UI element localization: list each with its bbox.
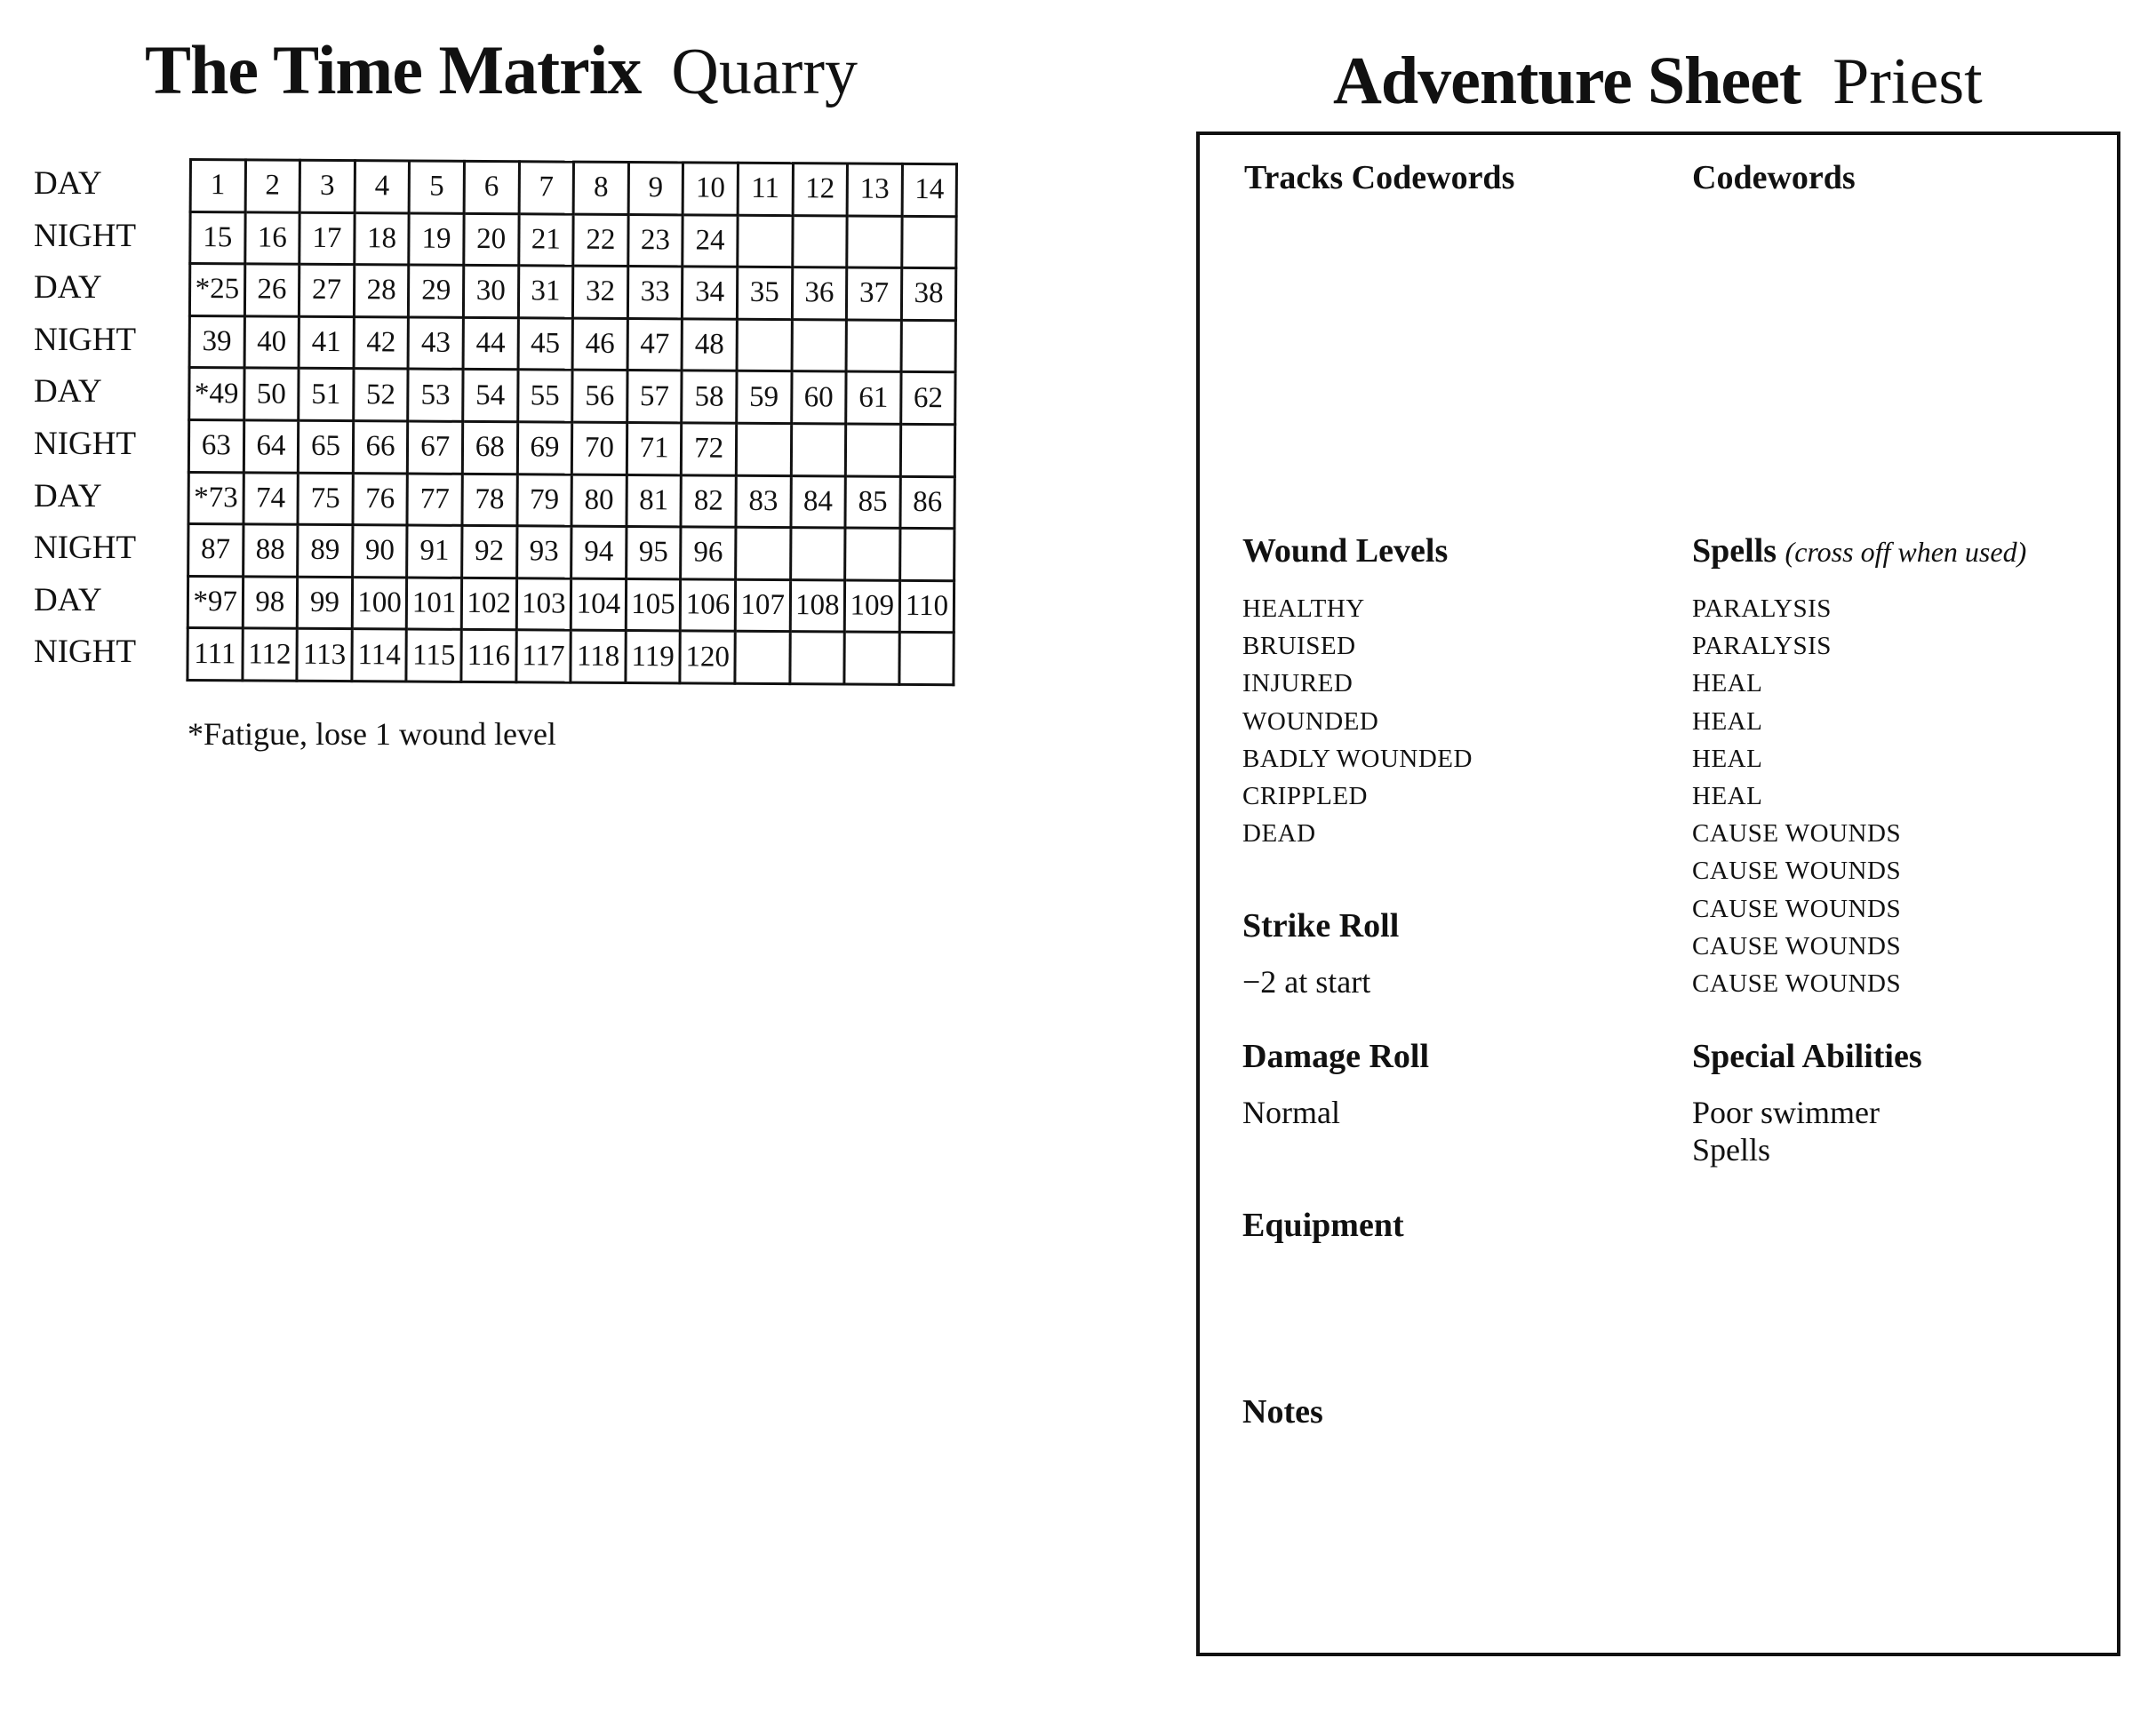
matrix-cell[interactable]: 3	[299, 160, 355, 212]
row-label: DAY	[34, 269, 102, 307]
tracks-codewords-heading: Tracks Codewords	[1244, 159, 1515, 196]
strike-roll-heading: Strike Roll	[1242, 907, 1400, 945]
matrix-cell[interactable]: 102	[461, 578, 516, 630]
matrix-cell[interactable]	[791, 424, 846, 476]
spells-heading: Spells (cross off when used)	[1692, 532, 2027, 570]
matrix-row	[188, 472, 955, 529]
matrix-cell[interactable]: 19	[409, 213, 464, 266]
matrix-cell[interactable]: 80	[571, 474, 627, 527]
matrix-cell[interactable]: *73	[188, 472, 244, 524]
matrix-cell[interactable]: 88	[243, 524, 298, 577]
spell-item: PARALYSIS	[1692, 594, 1832, 623]
matrix-row	[189, 315, 956, 372]
matrix-cell[interactable]: *49	[189, 368, 244, 420]
matrix-cell[interactable]: 82	[681, 474, 736, 527]
row-label: NIGHT	[34, 217, 137, 254]
matrix-cell[interactable]	[845, 424, 900, 476]
matrix-cell[interactable]: 67	[408, 421, 463, 474]
matrix-cell[interactable]	[847, 216, 902, 268]
matrix-cell[interactable]: 68	[462, 421, 517, 474]
matrix-cell[interactable]: 30	[463, 266, 518, 318]
matrix-cell[interactable]: 96	[681, 527, 736, 579]
matrix-cell[interactable]: 40	[244, 316, 299, 369]
matrix-cell[interactable]: 91	[407, 525, 462, 578]
matrix-cell[interactable]: 107	[735, 579, 790, 632]
spell-item: CAUSE WOUNDS	[1692, 819, 1902, 849]
matrix-cell[interactable]: 62	[900, 372, 955, 425]
codewords-heading: Codewords	[1692, 159, 1856, 196]
matrix-cell[interactable]: 28	[354, 265, 409, 317]
matrix-cell[interactable]	[789, 632, 844, 684]
matrix-cell[interactable]	[845, 528, 900, 580]
matrix-cell[interactable]: 34	[683, 267, 738, 319]
matrix-cell[interactable]: 116	[461, 630, 516, 682]
spell-item: HEAL	[1692, 744, 1763, 773]
special-ability-item: Poor swimmer	[1692, 1095, 1880, 1130]
matrix-cell[interactable]: 100	[352, 577, 407, 629]
matrix-cell[interactable]	[844, 632, 899, 684]
matrix-cell[interactable]: 113	[297, 629, 352, 682]
matrix-cell[interactable]	[901, 320, 956, 372]
matrix-cell[interactable]: 27	[299, 264, 355, 316]
matrix-cell[interactable]: 2	[245, 160, 300, 212]
row-label: NIGHT	[34, 425, 137, 462]
matrix-row	[188, 419, 955, 476]
matrix-cell[interactable]: 65	[299, 420, 354, 473]
matrix-cell[interactable]: 35	[737, 267, 792, 319]
spells-list	[1692, 590, 1901, 1002]
matrix-cell[interactable]: 47	[627, 318, 683, 371]
matrix-cell[interactable]: 90	[352, 525, 407, 578]
matrix-cell[interactable]: 29	[409, 265, 464, 317]
matrix-cell[interactable]: 93	[516, 526, 571, 578]
matrix-cell[interactable]: 21	[518, 213, 573, 266]
matrix-cell[interactable]: 87	[188, 524, 244, 577]
matrix-cell[interactable]	[900, 424, 955, 476]
matrix-cell[interactable]: 105	[626, 578, 681, 631]
notes-heading: Notes	[1242, 1393, 1323, 1431]
matrix-cell[interactable]: 120	[680, 631, 735, 683]
matrix-cell[interactable]: 44	[463, 317, 518, 370]
matrix-cell[interactable]: 59	[737, 371, 792, 424]
spell-item: CAUSE WOUNDS	[1692, 857, 1902, 886]
matrix-cell[interactable]: 60	[791, 371, 846, 424]
matrix-cell[interactable]: 55	[517, 370, 572, 422]
spell-item: HEAL	[1692, 706, 1763, 736]
spell-item: CAUSE WOUNDS	[1692, 931, 1902, 961]
matrix-cell[interactable]: 23	[628, 214, 683, 267]
matrix-cell[interactable]: 81	[627, 474, 682, 527]
matrix-row	[189, 368, 956, 425]
matrix-cell[interactable]: 92	[462, 526, 517, 578]
matrix-cell[interactable]: 85	[845, 476, 900, 529]
matrix-cell[interactable]: 94	[571, 526, 627, 578]
matrix-cell[interactable]: 37	[847, 267, 902, 320]
time-matrix-subtitle: Quarry	[671, 36, 858, 108]
wound-levels-heading: Wound Levels	[1242, 532, 1449, 570]
matrix-cell[interactable]: 101	[407, 578, 462, 630]
matrix-cell[interactable]: 70	[571, 422, 627, 474]
matrix-cell[interactable]: 69	[517, 422, 572, 474]
matrix-cell[interactable]: 22	[573, 214, 628, 267]
special-ability-item: Spells	[1692, 1132, 1771, 1168]
matrix-cell[interactable]: 84	[791, 475, 846, 528]
matrix-cell[interactable]: 64	[244, 420, 299, 473]
matrix-cell[interactable]: 53	[408, 369, 463, 421]
matrix-cell[interactable]: 51	[299, 369, 354, 421]
matrix-cell[interactable]	[899, 633, 954, 685]
matrix-cell[interactable]: 11	[738, 163, 793, 215]
matrix-cell[interactable]: 32	[573, 266, 628, 318]
spell-item: HEAL	[1692, 782, 1763, 811]
matrix-cell[interactable]: 109	[844, 580, 899, 633]
matrix-row	[189, 264, 956, 321]
spell-item: PARALYSIS	[1692, 632, 1832, 661]
matrix-cell[interactable]: 108	[790, 579, 845, 632]
special-abilities-heading: Special Abilities	[1692, 1038, 1922, 1075]
matrix-cell[interactable]: 12	[793, 163, 848, 216]
matrix-cell[interactable]: 118	[571, 630, 626, 682]
matrix-cell[interactable]	[790, 528, 845, 580]
matrix-cell[interactable]: 72	[682, 423, 737, 475]
matrix-cell[interactable]: *25	[189, 264, 244, 316]
time-matrix-title: The Time Matrix Quarry	[145, 31, 858, 108]
fatigue-footnote: *Fatigue, lose 1 wound level	[188, 716, 556, 752]
matrix-cell[interactable]: 36	[792, 267, 847, 320]
matrix-cell[interactable]: 74	[244, 472, 299, 524]
matrix-cell[interactable]: 38	[901, 268, 956, 321]
matrix-cell[interactable]: 42	[354, 316, 409, 369]
damage-roll-heading: Damage Roll	[1242, 1038, 1430, 1075]
matrix-cell[interactable]: 16	[244, 211, 299, 264]
matrix-cell[interactable]: 52	[353, 369, 408, 421]
matrix-cell[interactable]: 10	[683, 163, 738, 215]
matrix-cell[interactable]: 77	[407, 474, 462, 526]
matrix-cell[interactable]: 7	[519, 162, 574, 214]
matrix-row	[188, 576, 954, 633]
matrix-cell[interactable]: 5	[410, 161, 465, 213]
matrix-cell[interactable]: 115	[406, 629, 461, 682]
matrix-cell[interactable]: 111	[188, 628, 243, 681]
wound-level-item: WOUNDED	[1242, 706, 1379, 736]
matrix-cell[interactable]: 56	[572, 371, 627, 423]
matrix-cell[interactable]: 31	[518, 266, 573, 318]
damage-roll-value: Normal	[1242, 1095, 1340, 1130]
time-matrix-grid	[186, 158, 958, 686]
matrix-cell[interactable]: 106	[681, 579, 736, 632]
time-matrix-row-labels	[34, 158, 194, 679]
matrix-cell[interactable]: 4	[355, 161, 410, 213]
matrix-cell[interactable]	[735, 632, 790, 684]
matrix-cell[interactable]: 26	[244, 264, 299, 316]
matrix-cell[interactable]: 14	[902, 163, 957, 216]
matrix-cell[interactable]	[737, 319, 792, 371]
matrix-cell[interactable]: 57	[627, 371, 682, 423]
matrix-cell[interactable]: 98	[243, 577, 298, 629]
matrix-cell[interactable]	[792, 319, 847, 371]
matrix-cell[interactable]: 119	[626, 631, 681, 683]
matrix-cell[interactable]: 58	[682, 371, 737, 423]
spell-item: HEAL	[1692, 669, 1763, 698]
wound-level-item: HEALTHY	[1242, 594, 1365, 623]
matrix-cell[interactable]: 6	[464, 161, 519, 213]
row-label: NIGHT	[34, 634, 137, 671]
matrix-cell[interactable]: 13	[847, 163, 902, 216]
matrix-row	[190, 160, 957, 217]
matrix-cell[interactable]: 50	[244, 368, 299, 420]
matrix-cell[interactable]: 114	[352, 629, 407, 682]
matrix-cell[interactable]: 63	[188, 419, 244, 472]
matrix-cell[interactable]: 48	[682, 319, 737, 371]
matrix-cell[interactable]	[899, 529, 954, 581]
adventure-sheet-title: Adventure Sheet Priest	[1333, 44, 1983, 118]
equipment-heading: Equipment	[1242, 1207, 1404, 1244]
matrix-cell[interactable]: 75	[298, 473, 353, 525]
matrix-cell[interactable]: 89	[298, 524, 353, 577]
row-label: NIGHT	[34, 530, 137, 567]
matrix-cell[interactable]: 66	[353, 421, 408, 474]
row-label: DAY	[34, 581, 102, 618]
matrix-cell[interactable]: 17	[299, 212, 355, 265]
matrix-cell[interactable]: 33	[627, 267, 683, 319]
matrix-cell[interactable]: 99	[297, 577, 352, 629]
matrix-cell[interactable]: 9	[628, 163, 683, 215]
wound-levels-list	[1242, 590, 1473, 852]
matrix-cell[interactable]	[736, 423, 791, 475]
matrix-cell[interactable]: 61	[846, 371, 901, 424]
matrix-row	[188, 628, 954, 685]
matrix-cell[interactable]: *97	[188, 576, 243, 628]
row-label: DAY	[34, 165, 102, 202]
matrix-cell[interactable]: 83	[736, 475, 791, 528]
wound-level-item: CRIPPLED	[1242, 782, 1368, 811]
wound-level-item: INJURED	[1242, 669, 1353, 698]
matrix-cell[interactable]: 71	[627, 422, 682, 474]
matrix-row	[188, 524, 955, 581]
matrix-cell[interactable]: 95	[626, 527, 681, 579]
matrix-cell[interactable]: 15	[190, 211, 245, 264]
adventure-sheet-subtitle: Priest	[1833, 45, 1983, 118]
matrix-cell[interactable]: 86	[900, 476, 955, 529]
matrix-cell[interactable]: 18	[355, 212, 410, 265]
matrix-cell[interactable]: 104	[571, 578, 626, 631]
matrix-cell[interactable]	[736, 527, 791, 579]
wound-level-item: BRUISED	[1242, 632, 1356, 661]
adventure-sheet-box	[1196, 132, 2120, 1656]
row-label: DAY	[34, 373, 102, 411]
matrix-cell[interactable]: 78	[462, 474, 517, 526]
matrix-cell[interactable]	[846, 320, 901, 372]
matrix-cell[interactable]	[792, 215, 847, 267]
row-label: DAY	[34, 477, 102, 514]
matrix-cell[interactable]: 8	[573, 162, 628, 214]
matrix-cell[interactable]: 46	[572, 318, 627, 371]
wound-level-item: DEAD	[1242, 819, 1316, 849]
matrix-cell[interactable]	[738, 215, 793, 267]
matrix-cell[interactable]: 79	[517, 474, 572, 526]
wound-level-item: BADLY WOUNDED	[1242, 744, 1473, 773]
row-label: NIGHT	[34, 321, 137, 358]
matrix-cell[interactable]: 110	[899, 580, 954, 633]
matrix-cell[interactable]: 39	[189, 315, 244, 368]
special-abilities-list	[1692, 1094, 1880, 1168]
matrix-row	[190, 211, 957, 268]
matrix-cell[interactable]: 103	[516, 578, 571, 631]
matrix-cell[interactable]: 76	[353, 473, 408, 525]
spell-item: CAUSE WOUNDS	[1692, 894, 1902, 923]
matrix-cell[interactable]: 20	[464, 213, 519, 266]
matrix-cell[interactable]: 1	[190, 160, 245, 212]
matrix-cell[interactable]: 54	[463, 370, 518, 422]
matrix-cell[interactable]: 43	[408, 317, 463, 370]
matrix-cell[interactable]: 45	[518, 318, 573, 371]
spell-item: CAUSE WOUNDS	[1692, 969, 1902, 999]
strike-roll-value: −2 at start	[1242, 964, 1371, 1000]
matrix-cell[interactable]	[901, 216, 956, 268]
spells-note: (cross off when used)	[1785, 536, 2027, 568]
matrix-cell[interactable]: 112	[243, 628, 298, 681]
matrix-cell[interactable]: 24	[683, 214, 738, 267]
matrix-cell[interactable]: 117	[515, 630, 571, 682]
matrix-cell[interactable]: 41	[299, 316, 354, 369]
